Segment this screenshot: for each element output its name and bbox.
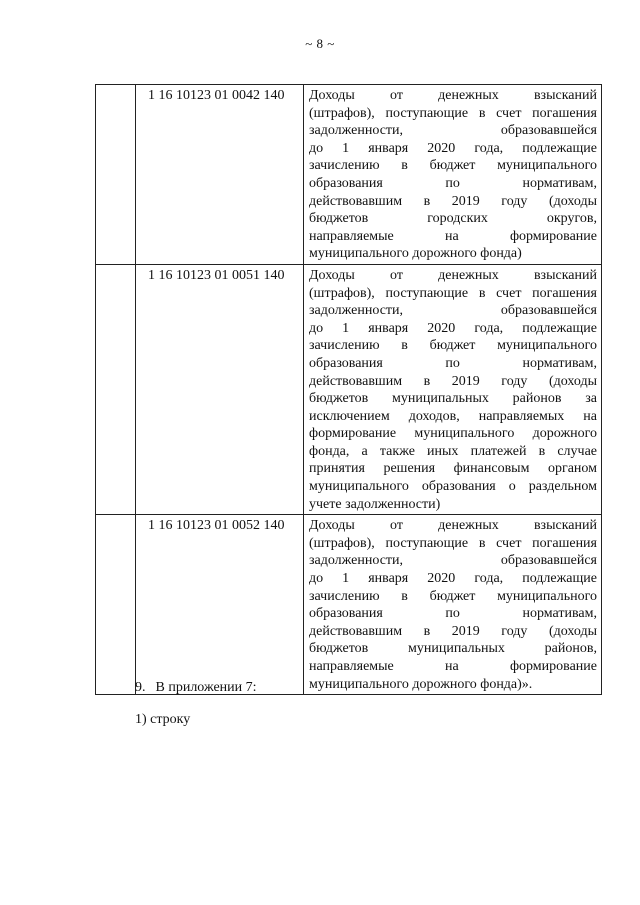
description-line: формирование муниципального дорожного: [309, 426, 597, 442]
table-row: [96, 515, 602, 695]
description-line: до 1 января 2020 года, подлежащие: [309, 320, 597, 336]
description-line: задолженности, образовавшейся: [309, 123, 597, 139]
code-cell: 1 16 10123 01 0051 140: [136, 264, 304, 514]
table-row: [96, 264, 602, 514]
empty-cell: [96, 85, 136, 265]
description-line: (штрафов), поступающие в счет погашения: [309, 535, 597, 551]
table-row: [96, 85, 602, 265]
description-cell: [304, 515, 602, 695]
description-line: Доходы от денежных взысканий: [309, 267, 597, 283]
description-line: (штрафов), поступающие в счет погашения: [309, 285, 597, 301]
page-number: ~ 8 ~: [305, 36, 335, 51]
description-line: действовавшим в 2019 году (доходы: [309, 373, 597, 389]
code-cell: 1 16 10123 01 0042 140: [136, 85, 304, 265]
description-line: зачислению в бюджет муниципального: [309, 158, 597, 174]
description-cell: [304, 264, 602, 514]
description-line: бюджетов городских округов,: [309, 211, 597, 227]
description-line: образования по нормативам,: [309, 606, 597, 622]
description-line: (штрафов), поступающие в счет погашения: [309, 105, 597, 121]
description-line: образования по нормативам,: [309, 175, 597, 191]
description-line: задолженности, образовавшейся: [309, 303, 597, 319]
description-line: Доходы от денежных взысканий: [309, 88, 597, 103]
description-line: задолженности, образовавшейся: [309, 553, 597, 569]
description-line: действовавшим в 2019 году (доходы: [309, 623, 597, 639]
description-line: до 1 января 2020 года, подлежащие: [309, 140, 597, 156]
description-line: муниципального дорожного фонда): [309, 246, 522, 262]
description-line: муниципального дорожного фонда)».: [309, 676, 533, 692]
description-line: бюджетов муниципальных районов,: [309, 641, 597, 657]
empty-cell: [96, 515, 136, 695]
description-line: до 1 января 2020 года, подлежащие: [309, 571, 597, 587]
item-number: 9.: [135, 680, 146, 695]
subitem-text: 1) строку: [135, 712, 191, 727]
description-line: бюджетов муниципальных районов за: [309, 391, 597, 407]
budget-codes-table: [95, 84, 602, 695]
description-line: муниципального образования о раздельном: [309, 479, 597, 495]
description-line: фонда, а также иных платежей в случае: [309, 443, 597, 459]
description-line: принятия решения финансовым органом: [309, 461, 597, 477]
description-line: направляемые на формирование: [309, 659, 597, 674]
description-line: зачислению в бюджет муниципального: [309, 588, 597, 604]
description-line: Доходы от денежных взысканий: [309, 518, 597, 534]
empty-cell: [96, 264, 136, 514]
description-line: образования по нормативам,: [309, 355, 597, 371]
list-item-9: [135, 680, 257, 696]
description-line: направляемые на формирование: [309, 228, 597, 244]
code-cell: 1 16 10123 01 0052 140: [136, 515, 304, 695]
description-line: учете задолженности): [309, 496, 441, 512]
description-line: зачислению в бюджет муниципального: [309, 338, 597, 354]
description-line: исключением доходов, направляемых на: [309, 408, 597, 424]
description-line: действовавшим в 2019 году (доходы: [309, 193, 597, 209]
description-cell: [304, 85, 602, 265]
item-text: В приложении 7:: [155, 680, 257, 695]
